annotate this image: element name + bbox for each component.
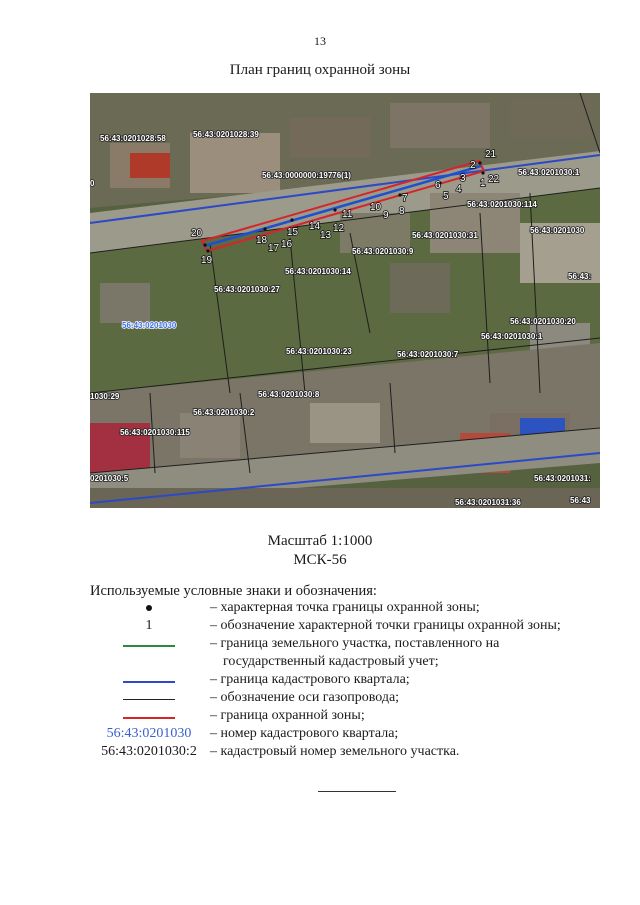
legend-row-pipe-axis: – обозначение оси газопровода;	[0, 690, 640, 708]
svg-text:2: 2	[470, 160, 476, 171]
svg-text:17: 17	[268, 243, 280, 254]
svg-text:56:43:0201031:36: 56:43:0201031:36	[455, 498, 521, 507]
green-line-icon	[123, 645, 175, 647]
svg-text:56:43:0201030:114: 56:43:0201030:114	[467, 200, 537, 209]
svg-text:56:43:0201030:9: 56:43:0201030:9	[352, 247, 414, 256]
svg-text:56:43:0201030: 56:43:0201030	[530, 226, 585, 235]
svg-text:0: 0	[90, 179, 95, 188]
legend-row-quarter-number: 56:43:0201030 – номер кадастрового квартала;	[106, 726, 399, 741]
svg-text:56:43:0201030:31: 56:43:0201030:31	[412, 231, 478, 240]
svg-text:56:43: 56:43	[570, 496, 591, 505]
svg-text:20: 20	[191, 228, 203, 239]
svg-text:56:43:0201030:14: 56:43:0201030:14	[285, 267, 351, 276]
svg-text:5: 5	[443, 191, 449, 202]
red-line-icon	[123, 717, 175, 719]
svg-text:56:43:0201030:8: 56:43:0201030:8	[258, 390, 320, 399]
svg-text:56:43:0201031:: 56:43:0201031:	[534, 474, 591, 483]
footer-divider	[318, 791, 396, 792]
legend-row-parcel-boundary-cont: государственный кадастровый учет;	[223, 654, 439, 669]
svg-text:12: 12	[333, 223, 345, 234]
svg-text:56:43:0201030:2: 56:43:0201030:2	[193, 408, 255, 417]
svg-text:14: 14	[309, 221, 321, 232]
legend-heading: Используемые условные знаки и обозначения:	[90, 583, 377, 599]
svg-text:56:43:0201030: 56:43:0201030	[122, 321, 177, 330]
svg-text:7: 7	[402, 193, 408, 204]
svg-text:0201030:5: 0201030:5	[90, 474, 129, 483]
legend-row-parcel-boundary: – граница земельного участка, поставленного на	[0, 636, 640, 654]
blue-line-icon	[123, 681, 175, 683]
svg-text:10: 10	[370, 202, 382, 213]
svg-text:56:43:0201030:115: 56:43:0201030:115	[120, 428, 190, 437]
svg-text:56:43:0201030:20: 56:43:0201030:20	[510, 317, 576, 326]
map-satellite-image	[90, 93, 600, 508]
legend-row-point-label: 1 – обозначение характерной точки границы охранной зоны;	[145, 618, 561, 633]
svg-text:56:43:: 56:43:	[568, 272, 592, 281]
scale-text: Масштаб 1:1000	[267, 533, 373, 549]
svg-text:56:43:0201030:23: 56:43:0201030:23	[286, 347, 352, 356]
legend-row-quarter-boundary: – граница кадастрового квартала;	[0, 672, 640, 690]
svg-text:8: 8	[399, 206, 405, 217]
legend-row-point: – характерная точка границы охранной зоны;	[0, 600, 640, 618]
map-scale	[0, 532, 640, 570]
svg-text:56:43:0000000:19776(1): 56:43:0000000:19776(1)	[262, 171, 351, 180]
svg-text:16: 16	[281, 239, 293, 250]
svg-text:56:43:0201030:27: 56:43:0201030:27	[214, 285, 280, 294]
svg-text:4: 4	[456, 184, 462, 195]
crs-text: МСК-56	[293, 552, 347, 568]
svg-text:56:43:0201030:1: 56:43:0201030:1	[481, 332, 543, 341]
svg-text:56:43:0201030:7: 56:43:0201030:7	[397, 350, 459, 359]
svg-text:6: 6	[435, 180, 441, 191]
page-number: 13	[314, 34, 326, 48]
svg-text:56:43:0201030:1: 56:43:0201030:1	[518, 168, 580, 177]
svg-text:9: 9	[383, 210, 389, 221]
legend-row-protection-zone: – граница охранной зоны;	[0, 708, 640, 726]
svg-text:15: 15	[287, 227, 299, 238]
svg-text:56:43:0201028:39: 56:43:0201028:39	[193, 130, 259, 139]
svg-text:21: 21	[485, 149, 497, 160]
point-dot-icon	[146, 605, 152, 611]
svg-text:19: 19	[201, 255, 213, 266]
black-line-icon	[123, 699, 175, 700]
svg-text:1030:29: 1030:29	[90, 392, 120, 401]
svg-text:1: 1	[480, 178, 486, 189]
svg-text:3: 3	[460, 173, 466, 184]
svg-text:22: 22	[488, 174, 500, 185]
svg-text:56:43:0201028:58: 56:43:0201028:58	[100, 134, 166, 143]
svg-text:13: 13	[320, 230, 332, 241]
svg-text:11: 11	[342, 209, 353, 220]
legend-row-parcel-number: 56:43:0201030:2 – кадастровый номер земельного участка.	[101, 744, 460, 759]
page-title: План границ охранной зоны	[229, 62, 411, 78]
svg-text:18: 18	[256, 235, 268, 246]
